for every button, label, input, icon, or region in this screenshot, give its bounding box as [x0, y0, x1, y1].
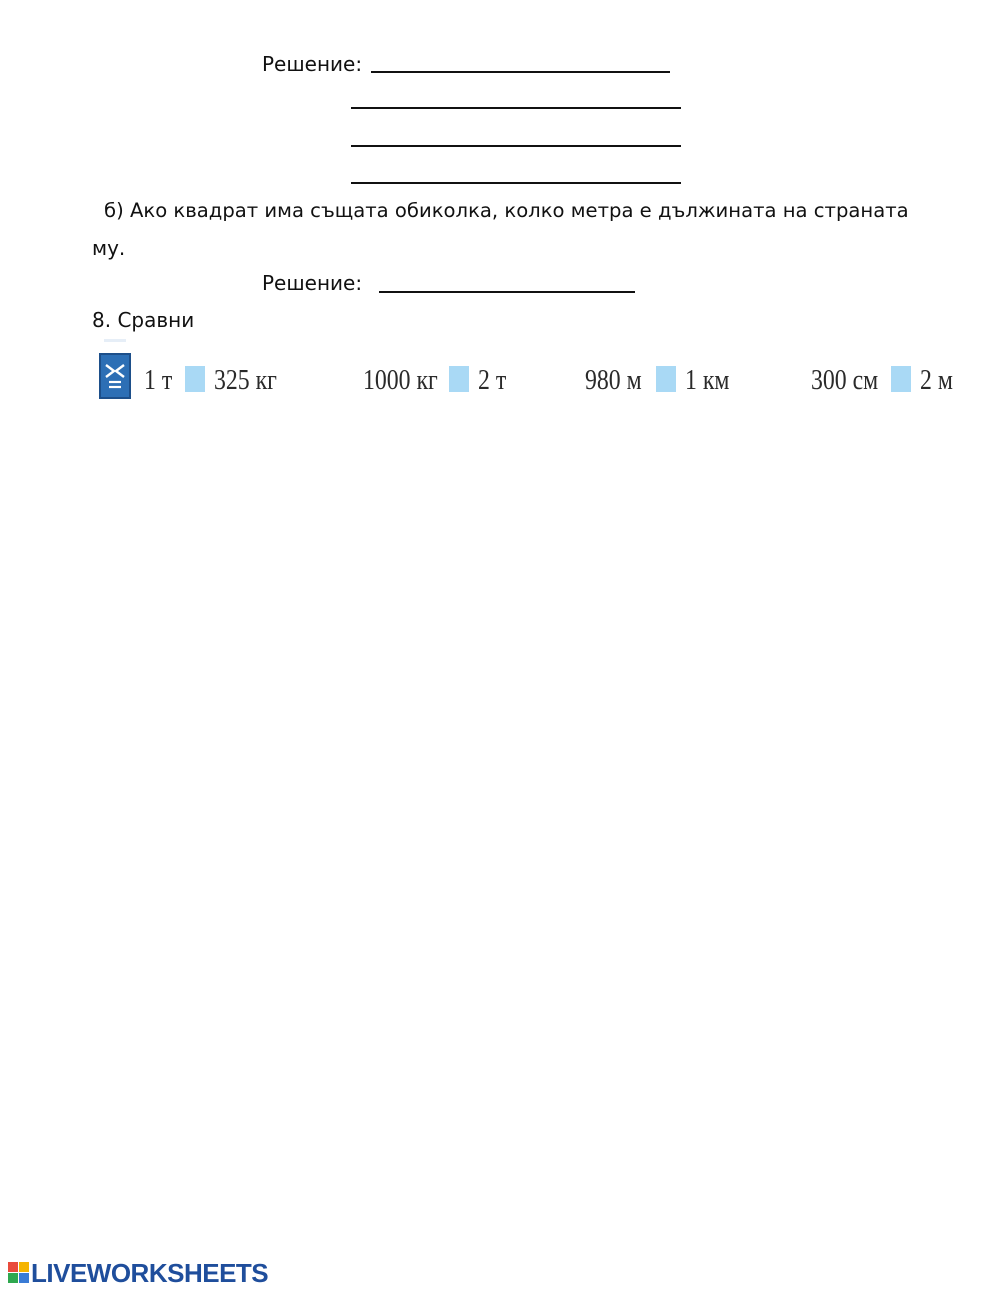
compare-item-3-left: 980 м — [585, 364, 642, 396]
liveworksheets-logo-text[interactable]: LIVEWORKSHEETS — [31, 1258, 269, 1288]
liveworksheets-logo-icon — [8, 1262, 30, 1284]
compare-icon-bar — [104, 339, 126, 342]
answer-line-3[interactable] — [351, 145, 681, 147]
compare-item-2-right: 2 т — [478, 364, 507, 396]
solution-label-b: Решение: — [262, 271, 363, 295]
answer-line-b[interactable] — [379, 291, 635, 293]
compare-item-1-left: 1 т — [144, 364, 173, 396]
question-b-text: б) Ако квадрат има същата обиколка, колко метра е дължината на страната — [104, 199, 909, 222]
question-b-text-continued: му. — [92, 236, 126, 260]
compare-item-1-right: 325 кг — [214, 364, 277, 396]
compare-item-3-right: 1 км — [685, 364, 730, 396]
task-8-title: 8. Сравни — [92, 308, 195, 332]
compare-box-3[interactable] — [656, 366, 676, 392]
compare-item-2-left: 1000 кг — [363, 364, 438, 396]
answer-line-1[interactable] — [371, 71, 670, 73]
solution-label-a: Решение: — [262, 52, 363, 76]
compare-icon — [99, 353, 131, 399]
answer-line-2[interactable] — [351, 107, 681, 109]
answer-line-4[interactable] — [351, 182, 681, 184]
compare-box-4[interactable] — [891, 366, 911, 392]
compare-box-2[interactable] — [449, 366, 469, 392]
compare-item-4-left: 300 см — [811, 364, 879, 396]
compare-box-1[interactable] — [185, 366, 205, 392]
compare-item-4-right: 2 м — [920, 364, 953, 396]
